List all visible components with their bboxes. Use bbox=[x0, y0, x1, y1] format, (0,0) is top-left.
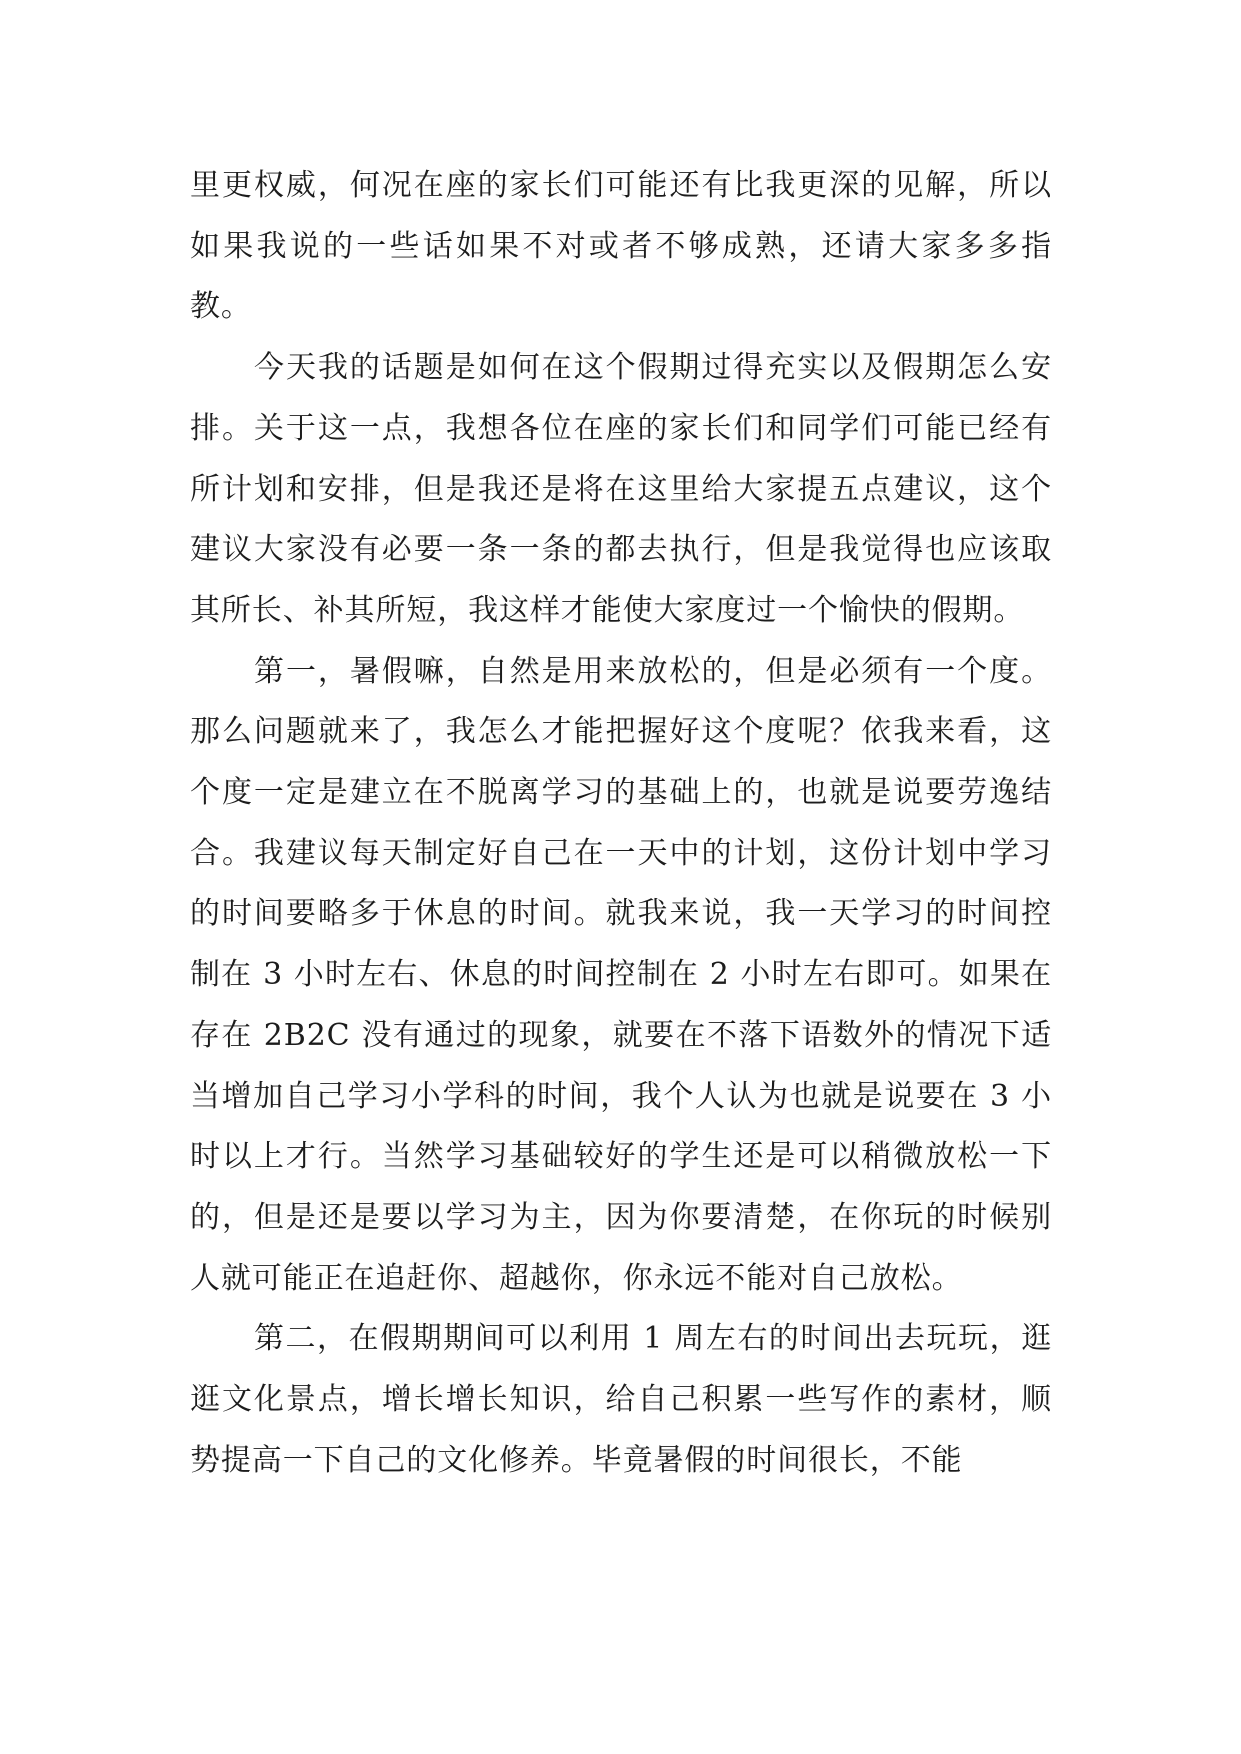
document-body bbox=[190, 156, 1052, 1491]
paragraph: 今天我的话题是如何在这个假期过得充实以及假期怎么安排。关于这一点，我想各位在座的家长们和同学们可能已经有所计划和安排，但是我还是将在这里给大家提五点建议，这个建议大家没有必要一条一条的都去执行，但是我觉得也应该取其所长、补其所短，我这样才能使大家度过一个愉快的假期。 bbox=[190, 350, 1052, 628]
paragraph: 第二，在假期期间可以利用 1 周左右的时间出去玩玩，逛逛文化景点，增长增长知识，给自己积累一些写作的素材，顺势提高一下自己的文化修养。毕竟暑假的时间很长，不能 bbox=[190, 1321, 1052, 1478]
paragraph: 里更权威，何况在座的家长们可能还有比我更深的见解，所以如果我说的一些话如果不对或者不够成熟，还请大家多多指教。 bbox=[190, 168, 1052, 325]
paragraph: 第一，暑假嘛，自然是用来放松的，但是必须有一个度。那么问题就来了，我怎么才能把握好这个度呢？依我来看，这个度一定是建立在不脱离学习的基础上的，也就是说要劳逸结合。我建议每天制定好自己在一天中的计划，这份计划中学习的时间要略多于休息的时间。就我来说，我一天学习的时间控制在 3 小时左右、休息的时间控制在 2 小时左右即可。如果在存在 2B2C 没有通过的现象，就要在不落下语数外的情况下适当增加自己学习小学科的时间，我个人认为也就是说要在 3 小时以上才行。当然学习基础较好的学生还是可以稍微放松一下的，但是还是要以学习为主，因为你要清楚，在你玩的时候别人就可能正在追赶你、超越你，你永远不能对自己放松。 bbox=[190, 653, 1052, 1296]
